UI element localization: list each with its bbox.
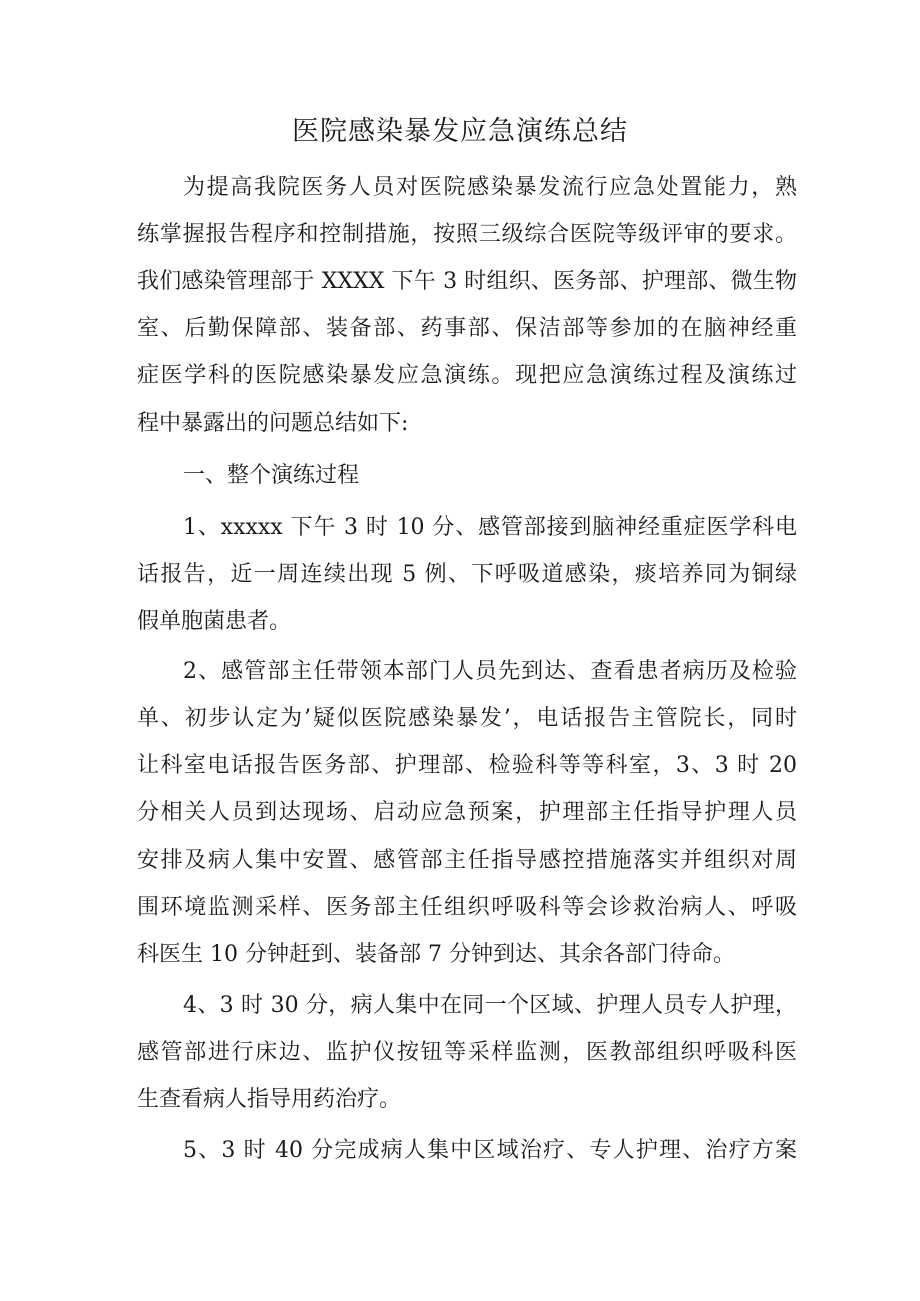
document-title: 医院感染暴发应急演练总结 [292,116,628,147]
paragraph-line: 程中暴露出的问题总结如下: [137,411,409,436]
paragraph-line: 为提高我院医务人员对医院感染暴发流行应急处置能力，熟 [183,175,797,200]
paragraph-line: 症医学科的医院感染暴发应急演练。现把应急演练过程及演练过 [137,363,797,388]
paragraph-line: 话报告，近一周连续出现 5 例、下呼吸道感染，痰培养同为铜绿 [137,562,797,587]
paragraph-line: 感管部进行床边、监护仪按钮等采样监测，医教部组织呼吸科医 [137,1040,797,1065]
paragraph-line: 单、初步认定为’疑似医院感染暴发’，电话报告主管院长，同时 [137,706,797,731]
paragraph-line: 4、3 时 30 分，病人集中在同一个区域、护理人员专人护理， [183,993,797,1018]
paragraph-line: 科医生 10 分钟赶到、装备部 7 分钟到达、其余各部门待命。 [137,942,735,967]
paragraph-line: 室、后勤保障部、装备部、药事部、保洁部等参加的在脑神经重 [137,316,797,341]
paragraph-line: 5、3 时 40 分完成病人集中区域治疗、专人护理、治疗方案 [183,1138,797,1163]
paragraph-line: 安排及病人集中安置、感管部主任指导感控措施落实并组织对周 [137,848,797,873]
paragraph-line: 2、感管部主任带领本部门人员先到达、查看患者病历及检验 [183,659,797,684]
paragraph-line: 让科室电话报告医务部、护理部、检验科等等科室，3、3 时 20 [137,753,797,778]
paragraph-line: 生查看病人指导用药治疗。 [137,1087,402,1112]
paragraph-line: 围环境监测采样、医务部主任组织呼吸科等会诊救治病人、呼吸 [137,895,797,920]
section-heading: 一、整个演练过程 [183,463,360,488]
paragraph-line: 1、xxxxx 下午 3 时 10 分、感管部接到脑神经重症医学科电 [183,515,797,540]
paragraph-line: 假单胞菌患者。 [137,609,292,634]
paragraph-line: 练掌握报告程序和控制措施，按照三级综合医院等级评审的要求。 [137,222,797,247]
paragraph-line: 我们感染管理部于 XXXX 下午 3 时组织、医务部、护理部、微生物 [137,269,797,294]
paragraph-line: 分相关人员到达现场、启动应急预案，护理部主任指导护理人员 [137,800,797,825]
